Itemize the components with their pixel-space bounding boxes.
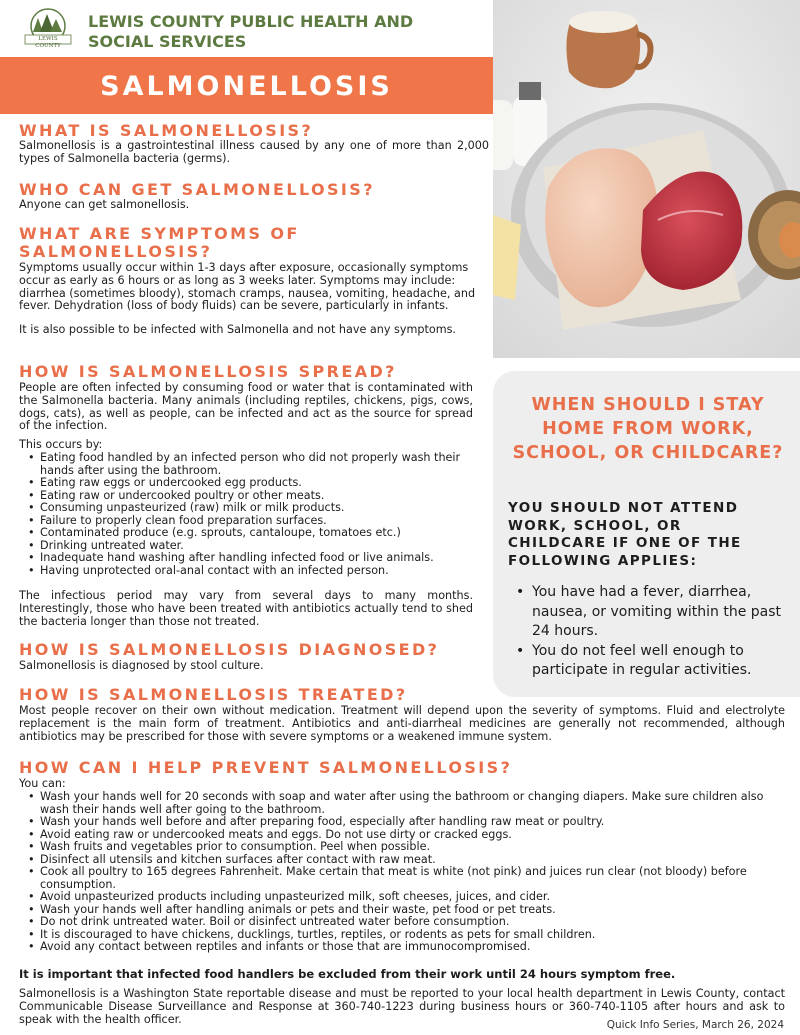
list-item: • Having unprotected oral-anal contact with an infected person. [26,565,476,578]
list-item: • Do not drink untreated water. Boil or disinfect untreated water before consumption. [26,916,788,929]
list-item: • Wash your hands well for 20 seconds with soap and water after using the bathroom or changing diapers. Make sure children also wash their hands well after going to the bathroom. [26,791,788,816]
page-title: SALMONELLOSIS [0,57,493,114]
org-line-1: LEWIS COUNTY PUBLIC HEALTH AND [88,12,414,31]
list-item: • Cook all poultry to 165 degrees Fahrenheit. Make certain that meat is white (not pink) and juices run clear (not bloody) before consumption. [26,866,788,891]
heading-symptoms-line-1: WHAT ARE SYMPTOMS OF [19,224,300,243]
organization-name [88,12,458,52]
reporting-text: Salmonellosis is a Washington State reportable disease and must be reported to your local health department in Lewis County, contact Communicable Disease Surveillance and Response at 360-740-1223 during business hours or 360-740-1105 after hours and ask to speak with the health officer. [19,987,785,1026]
heading-who-can-get: WHO CAN GET SALMONELLOSIS? [19,180,375,199]
list-item: • Drinking untreated water. [26,540,476,553]
heading-treated: HOW IS SALMONELLOSIS TREATED? [19,685,408,704]
treated-text: Most people recover on their own without medication. Treatment will depend upon the severity of symptoms. Fluid and electrolyte replacement is the main form of treatment. Antibiotics and anti-diarrheal medicines are generally not recommended, although antibiotics may be prescribed for those with severe symptoms or a weakened immune system. [19,704,785,743]
spread-after-text: The infectious period may vary from several days to many months. Interestingly, those who have been treated with antibiotics actually tend to shed the bacteria longer than those not treated. [19,589,473,628]
food-handler-note: It is important that infected food handlers be excluded from their work until 24 hours symptom free. [19,967,676,981]
spread-list [26,452,476,577]
list-item: • Consuming unpasteurized (raw) milk or milk products. [26,502,476,515]
list-item: • It is discouraged to have chickens, ducklings, turtles, reptiles, or rodents as pets for small children. [26,929,788,942]
list-item: • Wash your hands well before and after preparing food, especially after handling raw meat or poultry. [26,816,788,829]
food-photo [493,0,800,358]
spread-intro: This occurs by: [19,438,103,451]
org-line-2: SOCIAL SERVICES [88,32,247,51]
spread-text: People are often infected by consuming food or water that is contaminated with the Salmonella bacteria. Many animals (including reptiles, chickens, pigs, cows, dogs, cats), as well as people, can be infected and act as the source for spread of the infection. [19,381,473,433]
list-item: • Inadequate hand washing after handling infected food or live animals. [26,552,476,565]
prevent-intro: You can: [19,777,66,790]
stay-home-list [514,583,790,681]
list-item: • Avoid unpasteurized products including unpasteurized milk, soft cheeses, juices, and cider. [26,891,788,904]
diagnosed-text: Salmonellosis is diagnosed by stool culture. [19,659,264,672]
list-item: • Eating raw or undercooked poultry or other meats. [26,490,476,503]
logo-text: LEWIS COUNTY [35,36,61,49]
prevent-list [26,791,788,954]
heading-prevent: HOW CAN I HELP PREVENT SALMONELLOSIS? [19,758,513,777]
list-item: • You have had a fever, diarrhea, nausea, or vomiting within the past 24 hours. [514,583,790,642]
list-item: • You do not feel well enough to participate in regular activities. [514,642,790,681]
what-is-text: Salmonellosis is a gastrointestinal illness caused by any one of more than 2,000 types of Salmonella bacteria (germs). [19,139,489,165]
list-item: • Avoid any contact between reptiles and infants or those that are immunocompromised. [26,941,788,954]
stay-home-title: WHEN SHOULD I STAY HOME FROM WORK, SCHOOL, OR CHILDCARE? [512,395,784,463]
list-item: • Failure to properly clean food preparation surfaces. [26,515,476,528]
list-item: • Wash fruits and vegetables prior to consumption. Peel when possible. [26,841,788,854]
heading-symptoms-line-2: SALMONELLOSIS? [19,242,213,261]
symptoms-text-2: It is also possible to be infected with Salmonella and not have any symptoms. [19,323,456,336]
heading-diagnosed: HOW IS SALMONELLOSIS DIAGNOSED? [19,640,440,659]
series-date: Quick Info Series, March 26, 2024 [606,1019,784,1031]
list-item: • Disinfect all utensils and kitchen surfaces after contact with raw meat. [26,854,788,867]
who-can-get-text: Anyone can get salmonellosis. [19,198,190,211]
list-item: • Wash your hands well after handling animals or pets and their waste, pet food or pet treats. [26,904,788,917]
heading-symptoms [19,225,300,261]
list-item: • Eating food handled by an infected person who did not properly wash their hands after using the bathroom. [26,452,476,477]
symptoms-text: Symptoms usually occur within 1-3 days after exposure, occasionally symptoms occur as early as 6 hours or as long as 3 weeks later. Symptoms may include: diarrhea (sometimes bloody), stomach cramps, nausea, vomiting, headache, and fever. Dehydration (loss of body fluids) can be severe, particularly in infants. [19,261,476,313]
list-item: • Eating raw eggs or undercooked egg products. [26,477,476,490]
heading-spread: HOW IS SALMONELLOSIS SPREAD? [19,362,397,381]
list-item: • Contaminated produce (e.g. sprouts, cantaloupe, tomatoes etc.) [26,527,476,540]
county-logo [19,8,77,48]
heading-what-is: WHAT IS SALMONELLOSIS? [19,121,314,140]
list-item: • Avoid eating raw or undercooked meats and eggs. Do not use dirty or cracked eggs. [26,829,788,842]
stay-home-subtitle: YOU SHOULD NOT ATTEND WORK, SCHOOL, OR CHILDCARE IF ONE OF THE FOLLOWING APPLIES: [508,500,742,569]
